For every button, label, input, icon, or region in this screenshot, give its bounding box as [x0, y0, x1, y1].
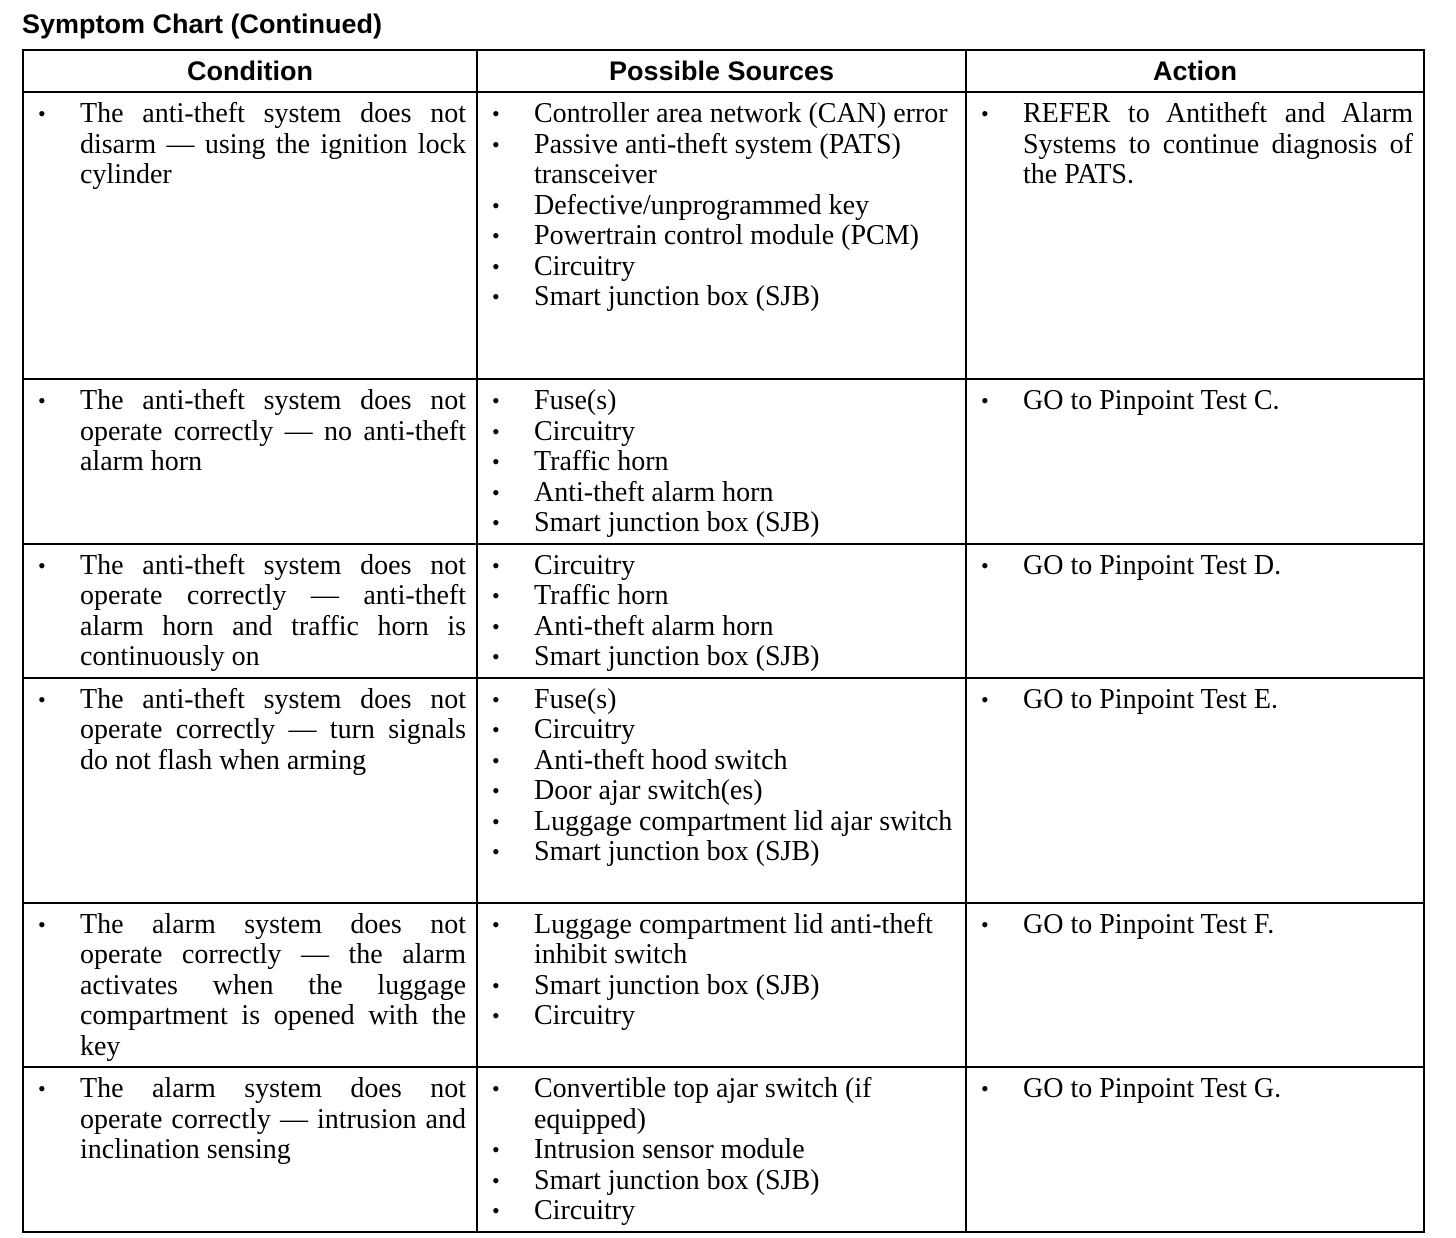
source-item: • Smart junction box (SJB): [492, 836, 820, 867]
action-item: • GO to Pinpoint Test D.: [981, 549, 1282, 581]
action-cell: [966, 92, 1424, 379]
source-item: • Circuitry: [492, 549, 636, 581]
bullet-icon: •: [981, 1076, 989, 1101]
source-item: • Smart junction box (SJB): [492, 507, 820, 538]
header-action: Action: [966, 50, 1424, 92]
source-item: • Circuitry: [492, 714, 636, 745]
condition-cell: [23, 544, 477, 678]
condition-item: • The anti-theft system does not operate correctly — turn signals do not flash when arming: [38, 683, 466, 776]
bullet-icon: •: [492, 808, 500, 834]
sources-cell: [477, 379, 966, 544]
bullet-icon: •: [492, 552, 500, 578]
header-possible-sources: Possible Sources: [477, 50, 966, 92]
bullet-icon: •: [38, 101, 46, 126]
source-item: • Smart junction box (SJB): [492, 1164, 820, 1196]
source-item: • Fuse(s): [492, 683, 617, 715]
action-item: • REFER to Antitheft and Alarm Systems to continue diagnosis of the PATS.: [981, 98, 1413, 190]
source-item: • Defective/unprogrammed key: [492, 189, 870, 221]
source-item: • Circuitry: [492, 250, 636, 282]
sources-cell: [477, 1067, 966, 1232]
source-item: • Smart junction box (SJB): [492, 969, 820, 1001]
bullet-icon: •: [492, 223, 500, 248]
bullet-icon: •: [492, 1137, 500, 1162]
bullet-icon: •: [492, 1003, 500, 1028]
action-item: • GO to Pinpoint Test E.: [981, 683, 1278, 715]
bullet-icon: •: [492, 101, 500, 126]
table-row: [23, 379, 1424, 544]
bullet-icon: •: [38, 1076, 46, 1101]
source-item: • Convertible top ajar switch (if equipped): [492, 1073, 872, 1135]
condition-cell: [23, 1067, 477, 1232]
source-item: • Controller area network (CAN) error: [492, 98, 948, 129]
source-item: • Anti-theft alarm horn: [492, 610, 774, 642]
bullet-icon: •: [492, 747, 500, 773]
bullet-icon: •: [492, 686, 500, 712]
condition-cell: [23, 92, 477, 379]
bullet-icon: •: [492, 388, 500, 413]
bullet-icon: •: [492, 717, 500, 742]
source-item: • Smart junction box (SJB): [492, 281, 820, 312]
bullet-icon: •: [492, 1167, 500, 1193]
bullet-icon: •: [492, 192, 500, 218]
sources-cell: [477, 903, 966, 1068]
bullet-icon: •: [492, 644, 500, 669]
bullet-icon: •: [492, 613, 500, 639]
bullet-icon: •: [492, 510, 500, 535]
bullet-icon: •: [981, 686, 989, 712]
condition-item: • The alarm system does not operate correctly — intrusion and inclination sensing: [38, 1073, 466, 1165]
source-item: • Anti-theft hood switch: [492, 744, 788, 776]
bullet-icon: •: [492, 911, 500, 937]
table-row: [23, 1067, 1424, 1232]
source-item: • Traffic horn: [492, 446, 669, 477]
condition-item: • The alarm system does not operate correctly — the alarm activates when the luggage compartment is opened with the key: [38, 908, 466, 1062]
source-item: • Circuitry: [492, 1000, 636, 1031]
action-cell: [966, 544, 1424, 678]
condition-cell: [23, 678, 477, 903]
condition-cell: [23, 903, 477, 1068]
sources-cell: [477, 544, 966, 678]
bullet-icon: •: [981, 911, 989, 937]
bullet-icon: •: [492, 479, 500, 505]
table-row: [23, 903, 1424, 1068]
bullet-icon: •: [981, 101, 989, 126]
condition-item: • The anti-theft system does not operate correctly — anti-theft alarm horn and traffic horn is continuously on: [38, 549, 466, 672]
bullet-icon: •: [492, 449, 500, 474]
source-item: • Luggage compartment lid ajar switch: [492, 805, 953, 837]
condition-cell: [23, 379, 477, 544]
condition-item: • The anti-theft system does not disarm — using the ignition lock cylinder: [38, 98, 466, 190]
action-cell: [966, 903, 1424, 1068]
action-cell: [966, 678, 1424, 903]
table-row: [23, 544, 1424, 678]
bullet-icon: •: [492, 778, 500, 803]
bullet-icon: •: [38, 552, 46, 578]
action-cell: [966, 379, 1424, 544]
action-item: • GO to Pinpoint Test C.: [981, 385, 1280, 416]
condition-item: • The anti-theft system does not operate correctly — no anti-theft alarm horn: [38, 385, 466, 477]
source-item: • Fuse(s): [492, 385, 617, 416]
source-item: • Powertrain control module (PCM): [492, 220, 919, 251]
source-item: • Anti-theft alarm horn: [492, 476, 774, 508]
source-item: • Smart junction box (SJB): [492, 641, 820, 672]
table-row: [23, 92, 1424, 379]
source-item: • Circuitry: [492, 415, 636, 447]
bullet-icon: •: [38, 911, 46, 937]
action-cell: [966, 1067, 1424, 1232]
bullet-icon: •: [492, 253, 500, 279]
source-item: • Passive anti-theft system (PATS) transceiver: [492, 128, 901, 190]
bullet-icon: •: [492, 972, 500, 998]
bullet-icon: •: [38, 388, 46, 413]
bullet-icon: •: [492, 131, 500, 157]
source-item: • Intrusion sensor module: [492, 1134, 805, 1165]
bullet-icon: •: [492, 583, 500, 608]
sources-cell: [477, 92, 966, 379]
source-item: • Traffic horn: [492, 580, 669, 611]
source-item: • Circuitry: [492, 1195, 636, 1226]
source-item: • Door ajar switch(es): [492, 775, 763, 806]
bullet-icon: •: [38, 686, 46, 712]
header-row: [23, 50, 1424, 92]
source-item: • Luggage compartment lid anti-theft inhibit switch: [492, 908, 933, 970]
sources-cell: [477, 678, 966, 903]
page-title: Symptom Chart (Continued): [22, 9, 382, 39]
symptom-chart-table: [22, 49, 1425, 1233]
action-item: • GO to Pinpoint Test G.: [981, 1073, 1282, 1104]
bullet-icon: •: [981, 388, 989, 413]
bullet-icon: •: [492, 839, 500, 864]
bullet-icon: •: [492, 1076, 500, 1101]
bullet-icon: •: [492, 418, 500, 444]
bullet-icon: •: [981, 552, 989, 578]
bullet-icon: •: [492, 284, 500, 309]
table-row: [23, 678, 1424, 903]
bullet-icon: •: [492, 1198, 500, 1223]
header-condition: Condition: [23, 50, 477, 92]
action-item: • GO to Pinpoint Test F.: [981, 908, 1275, 940]
